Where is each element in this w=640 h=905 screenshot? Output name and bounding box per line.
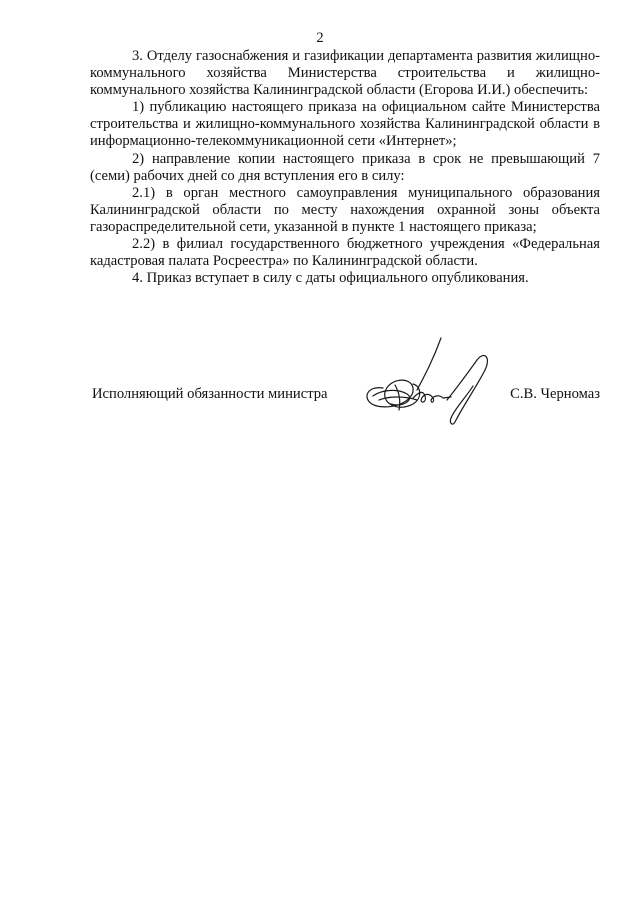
signature-block xyxy=(92,386,602,406)
paragraph-item-3: 3. Отделу газоснабжения и газификации департамента развития жилищно-коммунального хозяйства Министерства строительства и жилищно-коммунального хозяйства Калининградской области (Егорова И.И.) обеспечить: xyxy=(90,48,600,99)
signatory-name: С.В. Черномаз xyxy=(510,386,600,402)
paragraph-item-3-2-2: 2.2) в филиал государственного бюджетного учреждения «Федеральная кадастровая палата Росреестра» по Калининградской области. xyxy=(90,236,600,270)
paragraph-item-4: 4. Приказ вступает в силу с даты официального опубликования. xyxy=(132,270,529,287)
paragraph-item-3-1: 1) публикацию настоящего приказа на официальном сайте Министерства строительства и жилищно-коммунального хозяйства Калининградской области в информационно-телекоммуникационной сети «Интернет»; xyxy=(90,99,600,150)
page-number: 2 xyxy=(316,30,324,46)
order-body xyxy=(90,48,600,287)
handwritten-signature xyxy=(355,330,505,430)
paragraph-item-3-2: 2) направление копии настоящего приказа в срок не превышающий 7 (семи) рабочих дней со дня вступления его в силу: xyxy=(90,150,600,184)
paragraph-item-3-2-1: 2.1) в орган местного самоуправления муниципального образования Калининградской области по месту нахождения охранной зоны объекта газораспределительной сети, указанной в пункте 1 настоящего приказа; xyxy=(90,184,600,235)
signatory-title: Исполняющий обязанности министра xyxy=(92,386,328,402)
